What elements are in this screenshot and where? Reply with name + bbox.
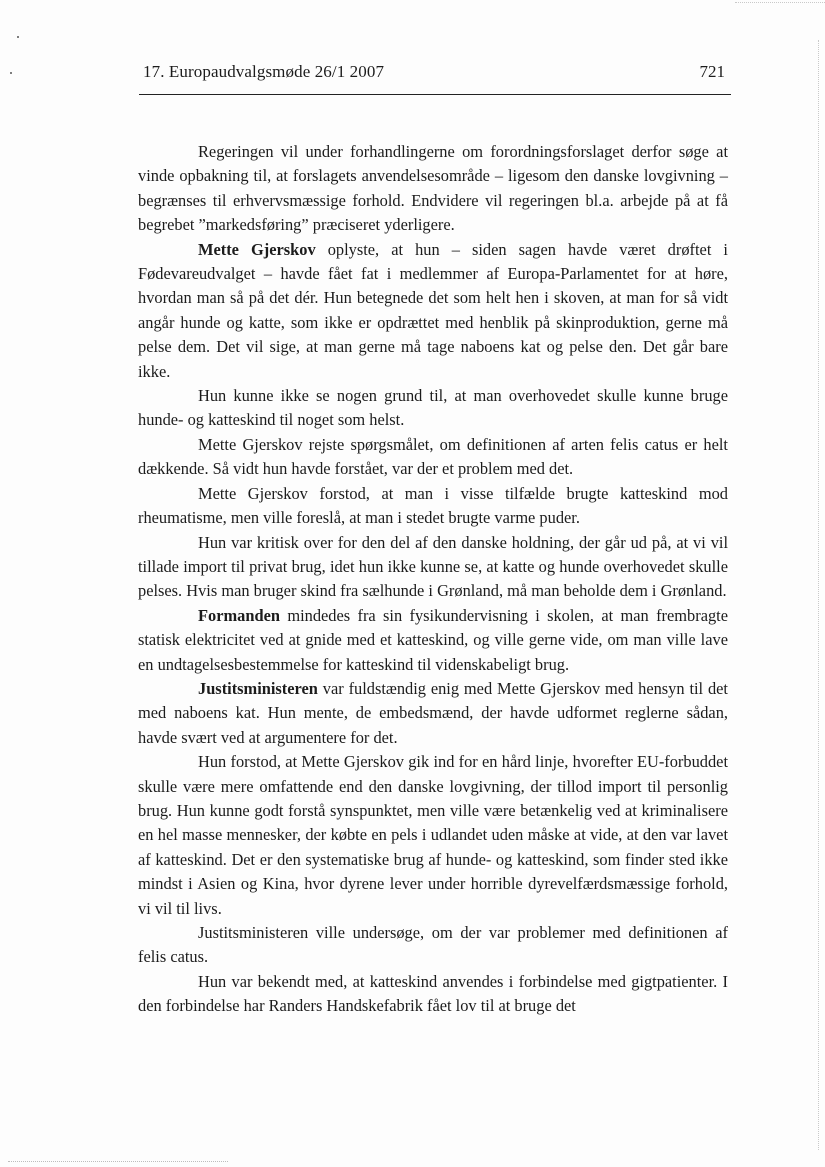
- paragraph-6: [138, 531, 728, 604]
- paragraph-3: [138, 384, 728, 433]
- paragraph-text: Hun kunne ikke se nogen grund til, at man overhovedet skulle kunne bruge hunde- og katteskind til noget som helst.: [138, 386, 728, 430]
- paragraph-2: [138, 238, 728, 384]
- scan-edge-right: [817, 40, 819, 1150]
- paragraph-text: Mette Gjerskov rejste spørgsmålet, om definitionen af arten felis catus er helt dækkende. Så vidt hun havde forstået, var der et problem med det.: [138, 434, 728, 479]
- paragraph-7: [138, 604, 728, 677]
- paragraph-text: Regeringen vil under forhandlingerne om forordningsforslaget derfor søge at vinde opbakning til, at forslagets anvendelsesområde – ligesom den danske lovgivning – begrænses til erhvervsmæssige forhold. Endvidere vil regeringen bl.a. arbejde på at få begrebet ”markedsføring” præciseret yderligere.: [138, 142, 728, 235]
- paragraph-1: [138, 140, 728, 238]
- scan-speck: [10, 72, 12, 74]
- paragraph-text: Hun var bekendt med, at katteskind anvendes i forbindelse med gigtpatienter. I den forbindelse har Randers Handskefabrik fået lov til at bruge det: [138, 971, 728, 1016]
- paragraph-5: [138, 482, 728, 531]
- paragraph-text: Hun var kritisk over for den del af den danske holdning, der går ud på, at vi vil tillade import til privat brug, idet hun ikke kunne se, at katte og hunde overhovedet skulle pelses. Hvis man bruger skind fra sælhunde i Grønland, må man beholde dem i Grønland.: [138, 532, 728, 601]
- scan-edge-bottom: [8, 1161, 228, 1163]
- scan-edge-top: [735, 2, 825, 4]
- paragraph-text: Hun forstod, at Mette Gjerskov gik ind for en hård linje, hvorefter EU-forbuddet skulle være mere omfattende end den danske lovgivning, der tillod import til personlig brug. Hun kunne godt forstå synspunktet, men ville være betænkelig ved at kriminalisere en hel masse mennesker, der købte en pels i udlandet uden måske at vide, at den var lavet af katteskind. Det er den systematiske brug af hunde- og katteskind, som finder sted ikke mindst i Asien og Kina, hvor dyrene lever under horrible dyrevelfærdsmæssige forhold, vi vil til livs.: [138, 752, 728, 918]
- speaker-name: Mette Gjerskov: [198, 239, 316, 259]
- page-number: 721: [699, 62, 725, 81]
- document-body: [138, 140, 728, 1019]
- paragraph-text: Mette Gjerskov forstod, at man i visse tilfælde brugte katteskind mod rheumatisme, men ville foreslå, at man i stedet brugte varme puder.: [138, 483, 728, 528]
- paragraph-text: var fuldstændig enig med Mette Gjerskov med hensyn til det med naboens kat. Hun mente, de embedsmænd, der havde udformet reglerne sådan, havde svært ved at argumentere for det.: [138, 678, 728, 747]
- paragraph-text: mindedes fra sin fysikundervisning i skolen, at man frembragte statisk elektricitet ved at gnide med et katteskind, og ville gerne vide, om man ville lave en undtagelsesbestemmelse for katteskind til videnskabeligt brug.: [138, 605, 728, 674]
- paragraph-9: [138, 750, 728, 921]
- paragraph-text: oplyste, at hun – siden sagen havde været drøftet i Fødevareudvalget – havde fået fat i medlemmer af Europa-Parlamentet for at høre, hvordan man så på det dér. Hun betegnede det som helt hen i skoven, at man for så vidt angår hunde og katte, som ikke er opdrættet med henblik på skinproduktion, gerne må pelse dem. Det vil sige, at man gerne må tage naboens kat og pelse den. Det går bare ikke.: [138, 239, 728, 381]
- paragraph-4: [138, 433, 728, 482]
- page-header: [139, 60, 731, 95]
- paragraph-8: [138, 677, 728, 750]
- speaker-name: Justitsministeren: [198, 678, 318, 698]
- paragraph-11: [138, 970, 728, 1019]
- paragraph-10: [138, 921, 728, 970]
- paragraph-text: Justitsministeren ville undersøge, om der var problemer med definitionen af felis catus.: [138, 923, 728, 967]
- header-title: 17. Europaudvalgsmøde 26/1 2007: [143, 62, 385, 81]
- scan-speck: [17, 36, 19, 38]
- speaker-name: Formanden: [198, 605, 280, 625]
